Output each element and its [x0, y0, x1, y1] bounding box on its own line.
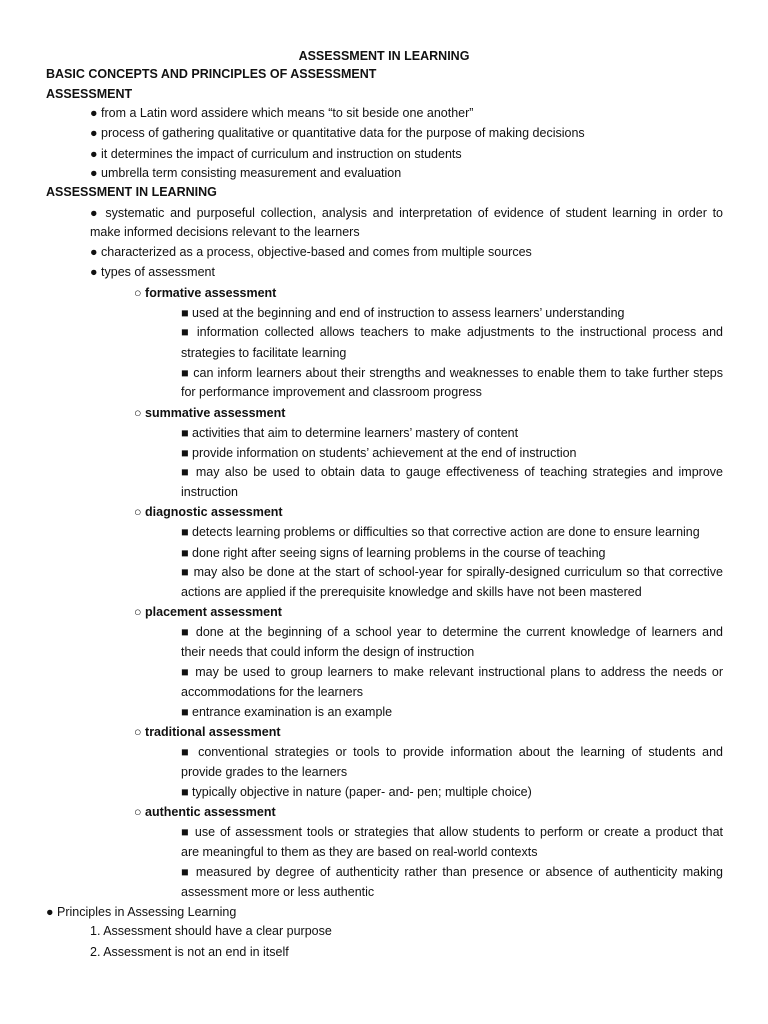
list-item: ■ used at the beginning and end of instruction to assess learners’ understanding	[181, 306, 625, 320]
principles-heading: ● Principles in Assessing Learning	[46, 905, 237, 919]
list-item-continuation: accommodations for the learners	[181, 685, 364, 699]
list-item: ■ done at the beginning of a school year to determine the current knowledge of learners and	[181, 625, 723, 639]
document-title: ASSESSMENT IN LEARNING	[298, 49, 470, 63]
subsection-label: traditional assessment	[145, 725, 281, 739]
list-item: ● types of assessment	[90, 265, 215, 279]
list-item-continuation: provide grades to the learners	[181, 765, 348, 779]
list-item-continuation: strategies to facilitate learning	[181, 346, 347, 360]
list-item: ■ may also be done at the start of school-year for spirally-designed curriculum so that corrective	[181, 565, 723, 579]
list-item: 1. Assessment should have a clear purpose	[90, 924, 332, 938]
list-item: ● characterized as a process, objective-based and comes from multiple sources	[90, 245, 532, 259]
subsection-label: placement assessment	[145, 605, 282, 619]
subsection-summative	[134, 403, 285, 423]
list-item-continuation: instruction	[181, 485, 238, 499]
hollow-bullet-icon: ○	[134, 286, 146, 300]
list-item-continuation: assessment more or less authentic	[181, 885, 375, 899]
list-item: ● process of gathering qualitative or quantitative data for the purpose of making decisions	[90, 126, 585, 140]
list-item: ● from a Latin word assidere which means “to sit beside one another”	[90, 106, 474, 120]
subsection-label: diagnostic assessment	[145, 505, 283, 519]
subsection-placement	[134, 602, 282, 622]
list-item: ■ measured by degree of authenticity rather than presence or absence of authenticity making	[181, 865, 723, 879]
hollow-bullet-icon: ○	[134, 505, 146, 519]
list-item: ● it determines the impact of curriculum and instruction on students	[90, 147, 462, 161]
list-item: ● systematic and purposeful collection, analysis and interpretation of evidence of student learning in order to	[90, 206, 723, 220]
list-item: ■ provide information on students’ achievement at the end of instruction	[181, 446, 577, 460]
list-item: ■ use of assessment tools or strategies that allow students to perform or create a product that	[181, 825, 723, 839]
list-item-continuation: are meaningful to them as they are based on real-world contexts	[181, 845, 538, 859]
hollow-bullet-icon: ○	[134, 605, 146, 619]
subsection-diagnostic	[134, 502, 283, 522]
list-item: ● umbrella term consisting measurement and evaluation	[90, 166, 402, 180]
list-item: ■ may also be used to obtain data to gauge effectiveness of teaching strategies and improve	[181, 465, 723, 479]
section-heading-assessment: ASSESSMENT	[46, 87, 133, 101]
list-item-continuation: for performance improvement and classroom progress	[181, 385, 482, 399]
list-item-continuation: make informed decisions relevant to the learners	[90, 225, 360, 239]
list-item: ■ conventional strategies or tools to provide information about the learning of students and	[181, 745, 723, 759]
subsection-label: summative assessment	[145, 406, 286, 420]
hollow-bullet-icon: ○	[134, 725, 146, 739]
hollow-bullet-icon: ○	[134, 805, 146, 819]
list-item: 2. Assessment is not an end in itself	[90, 945, 289, 959]
section-heading-assessment-in-learning: ASSESSMENT IN LEARNING	[46, 185, 217, 199]
list-item: ■ may be used to group learners to make relevant instructional plans to address the needs or	[181, 665, 723, 679]
subsection-label: authentic assessment	[145, 805, 276, 819]
subsection-traditional	[134, 722, 281, 742]
subsection-label: formative assessment	[145, 286, 277, 300]
list-item: ■ typically objective in nature (paper- and- pen; multiple choice)	[181, 785, 532, 799]
list-item-continuation: their needs that could inform the design of instruction	[181, 645, 475, 659]
hollow-bullet-icon: ○	[134, 406, 146, 420]
list-item: ■ detects learning problems or difficulties so that corrective action are done to ensure learning	[181, 525, 700, 539]
list-item: ■ activities that aim to determine learners’ mastery of content	[181, 426, 519, 440]
document-subtitle: BASIC CONCEPTS AND PRINCIPLES OF ASSESSMENT	[46, 67, 377, 81]
subsection-formative	[134, 283, 276, 303]
list-item: ■ can inform learners about their strengths and weaknesses to enable them to take further steps	[181, 366, 723, 380]
list-item-continuation: actions are applied if the prerequisite knowledge and skills have not been mastered	[181, 585, 642, 599]
list-item: ■ information collected allows teachers to make adjustments to the instructional process and	[181, 325, 723, 339]
subsection-authentic	[134, 802, 276, 822]
list-item: ■ entrance examination is an example	[181, 705, 393, 719]
list-item: ■ done right after seeing signs of learning problems in the course of teaching	[181, 546, 606, 560]
